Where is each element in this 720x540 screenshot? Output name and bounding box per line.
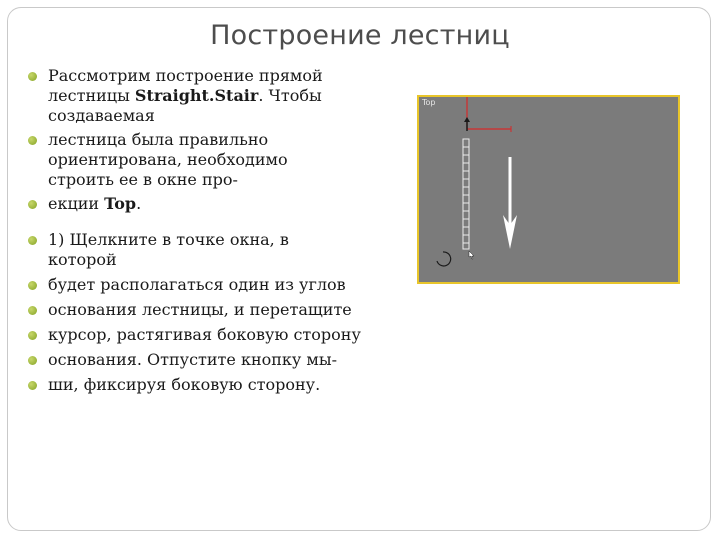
bullet-item: лестница была правильно ориентирована, необходимо строить ее в окне про- xyxy=(22,130,402,190)
bullet-item: Рассмотрим построение прямой лестницы Straight.Stair. Чтобы создаваемая xyxy=(22,66,402,126)
rotate-gizmo-icon xyxy=(437,252,451,266)
slide-title: Построение лестниц xyxy=(210,20,510,51)
top-viewport-screenshot xyxy=(417,95,680,284)
bullet-item: 1) Щелкните в точке окна, в которой xyxy=(22,230,402,270)
body-text xyxy=(22,66,402,400)
viewport-label: Top xyxy=(422,98,436,107)
bullet-item: ши, фиксируя боковую сторону. xyxy=(22,375,402,395)
bullet-item: будет располагаться один из углов xyxy=(22,275,402,295)
bullet-item: основания. Отпустите кнопку мы- xyxy=(22,350,402,370)
pivot-marker-head xyxy=(464,117,470,122)
bullet-item: курсор, растягивая боковую сторону xyxy=(22,325,402,345)
bullet-item: екции Top. xyxy=(22,194,402,214)
bullet-item: основания лестницы, и перетащите xyxy=(22,300,402,320)
mouse-cursor-icon xyxy=(469,251,474,259)
viewport-drawing xyxy=(419,97,678,282)
stair-outline xyxy=(463,139,469,249)
